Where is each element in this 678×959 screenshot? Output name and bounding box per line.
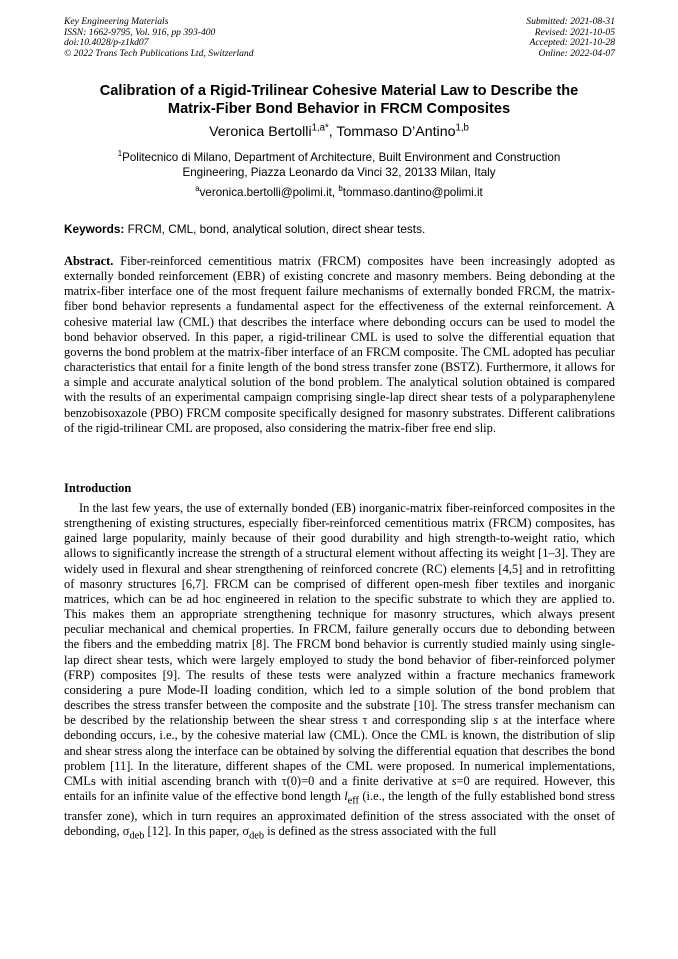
journal-doi: doi:10.4028/p-z1kd07 [64, 37, 149, 49]
affiliation-line-2: Engineering, Piazza Leonardo da Vinci 32, 20133 Milan, Italy [182, 166, 496, 179]
section-heading-introduction: Introduction [64, 481, 132, 495]
journal-info [64, 17, 254, 59]
online-date: Online: 2022-04-07 [538, 47, 615, 59]
author-1-affil: 1,a* [311, 122, 329, 134]
author-2-affil: 1,b [455, 122, 469, 134]
abstract-label: Abstract. [64, 254, 114, 268]
email-b[interactable]: tommaso.dantino@polimi.it [342, 186, 483, 199]
keywords-text: FRCM, CML, bond, analytical solution, direct shear tests. [124, 222, 426, 236]
abstract [64, 254, 615, 436]
symbol-s: s [493, 713, 499, 728]
symbol-l-subscript: eff [347, 795, 359, 807]
sigma-deb-subscript: deb [129, 830, 145, 842]
submitted-date: Submitted: 2021-08-31 [526, 16, 615, 27]
email-marker-b: b [338, 184, 343, 194]
intro-text-6: is defined as the stress associated with the full [264, 823, 497, 838]
symbol-l: l [344, 788, 348, 803]
title-line-1: Calibration of a Rigid-Trilinear Cohesive Material Law to Describe the [99, 83, 579, 99]
journal-copyright: © 2022 Trans Tech Publications Ltd, Switzerland [64, 47, 254, 59]
intro-text-2: at the interface where debonding occurs, i.e., by the cohesive material law (CML). Once the CML is known, the distribution of slip and shear stress along the interface can be obtained by solving the differential equation that describes the bond problem [11]. In the literature, different shapes of the CML were proposed. In numerical implementations, CMLs with initial ascending branch with τ(0)=0 and a finite derivative at [64, 713, 615, 788]
keywords [64, 222, 615, 236]
submission-dates [526, 17, 615, 59]
author-1: Veronica Bertolli [209, 124, 312, 140]
intro-text-3: =0 are required. However, this entails for an infinite value of the effective bond length [64, 773, 615, 803]
sigma-deb-subscript: deb [249, 830, 265, 842]
author-2: Tommaso D’Antino [336, 124, 456, 140]
title-line-2: Matrix-Fiber Bond Behavior in FRCM Composites [167, 100, 511, 117]
intro-text-5: [12]. In this paper, σ [144, 823, 250, 838]
keywords-label: Keywords: [64, 222, 125, 236]
affiliation [50, 150, 628, 180]
email-a[interactable]: veronica.bertolli@polimi.it, [199, 186, 339, 199]
author-emails [40, 186, 638, 200]
accepted-date: Accepted: 2021-10-28 [529, 37, 615, 49]
symbol-s: s [451, 773, 457, 788]
affiliation-line-1: Politecnico di Milano, Department of Architecture, Built Environment and Construction [122, 151, 561, 164]
journal-name: Key Engineering Materials [64, 16, 169, 27]
intro-text-1: In the last few years, the use of externally bonded (EB) inorganic-matrix fiber-reinforced composites in the strengthening of existing structures, especially fiber-reinforced cementitious matrix (FRCM) composites, has gained large popularity, mainly because of their good durability and high strength-to-weight ratio, which allows to significantly increase the strength of a structural element without affecting its weight [1–3]. They are widely used in flexural and shear strengthening of reinforced concrete (RC) elements [4,5] and in retrofitting of masonry structures [6,7]. FRCM can be comprised of different open-mesh fiber textiles and inorganic matrices, which can be ad hoc engineered in relation to the specific substrate to which they are applied to. This makes them an appropriate strengthening technique for masonry structures, which always present peculiar mechanical and chemical properties. In FRCM, failure generally occurs due to debonding between the fibers and the embedding matrix [8]. The FRCM bond behavior is currently studied mainly using single-lap direct shear tests, which were largely employed to study the bond behavior of fiber-reinforced polymer (FRP) composites [9]. The results of these tests were analyzed within a fracture mechanics framework considering a pure Mode-II loading condition, which led to a simple solution of the bond problem that describes the stress transfer between the composite and the substrate [10]. The stress transfer mechanism can be described by the relationship between the shear stress τ and corresponding slip [64, 501, 615, 728]
paper-title [40, 83, 638, 118]
authors [40, 123, 638, 141]
affiliation-marker: 1 [117, 149, 123, 159]
email-marker-a: a [195, 184, 200, 194]
abstract-text: Fiber-reinforced cementitious matrix (FRCM) composites have been increasingly adopted as externally bonded reinforcement (EBR) of existing concrete and masonry members. Being debonding at the matrix-fiber interface one of the most frequent failure mechanisms of externally bonded FRCM, the matrix-fiber bond behavior represents a fundamental aspect for the effectiveness of the external reinforcement. A cohesive material law (CML) that describes the interface where debonding occurs can be used to model the bond behavior observed. In this paper, a rigid-trilinear CML is used to solve the differential equation that governs the bond problem at the matrix-fiber interface of an FRCM composite. The CML adopted has peculiar characteristics that entail for a finite length of the bond stress transfer zone (BSTZ). Furthermore, it allows for a simple and accurate analytical solution of the bond problem. The analytical solution obtained is compared with the results of an experimental campaign comprising single-lap direct shear tests of a polyparaphenylene benzobisoxazole (PBO) FRCM composite specifically designed for masonry substrates. Different calibrations of the rigid-trilinear CML are proposed, also considering the matrix-fiber free end slip. [64, 254, 615, 435]
intro-text-4: (i.e., the length of the fully established bond stress transfer zone), which in turn requires an approximated definition of the stress associated with the onset of debonding, σ [64, 788, 615, 838]
introduction-paragraph [64, 501, 615, 843]
revised-date: Revised: 2021-10-05 [534, 26, 615, 38]
journal-issn: ISSN: 1662-9795, Vol. 916, pp 393-400 [64, 26, 216, 38]
author-separator: , [328, 124, 337, 140]
